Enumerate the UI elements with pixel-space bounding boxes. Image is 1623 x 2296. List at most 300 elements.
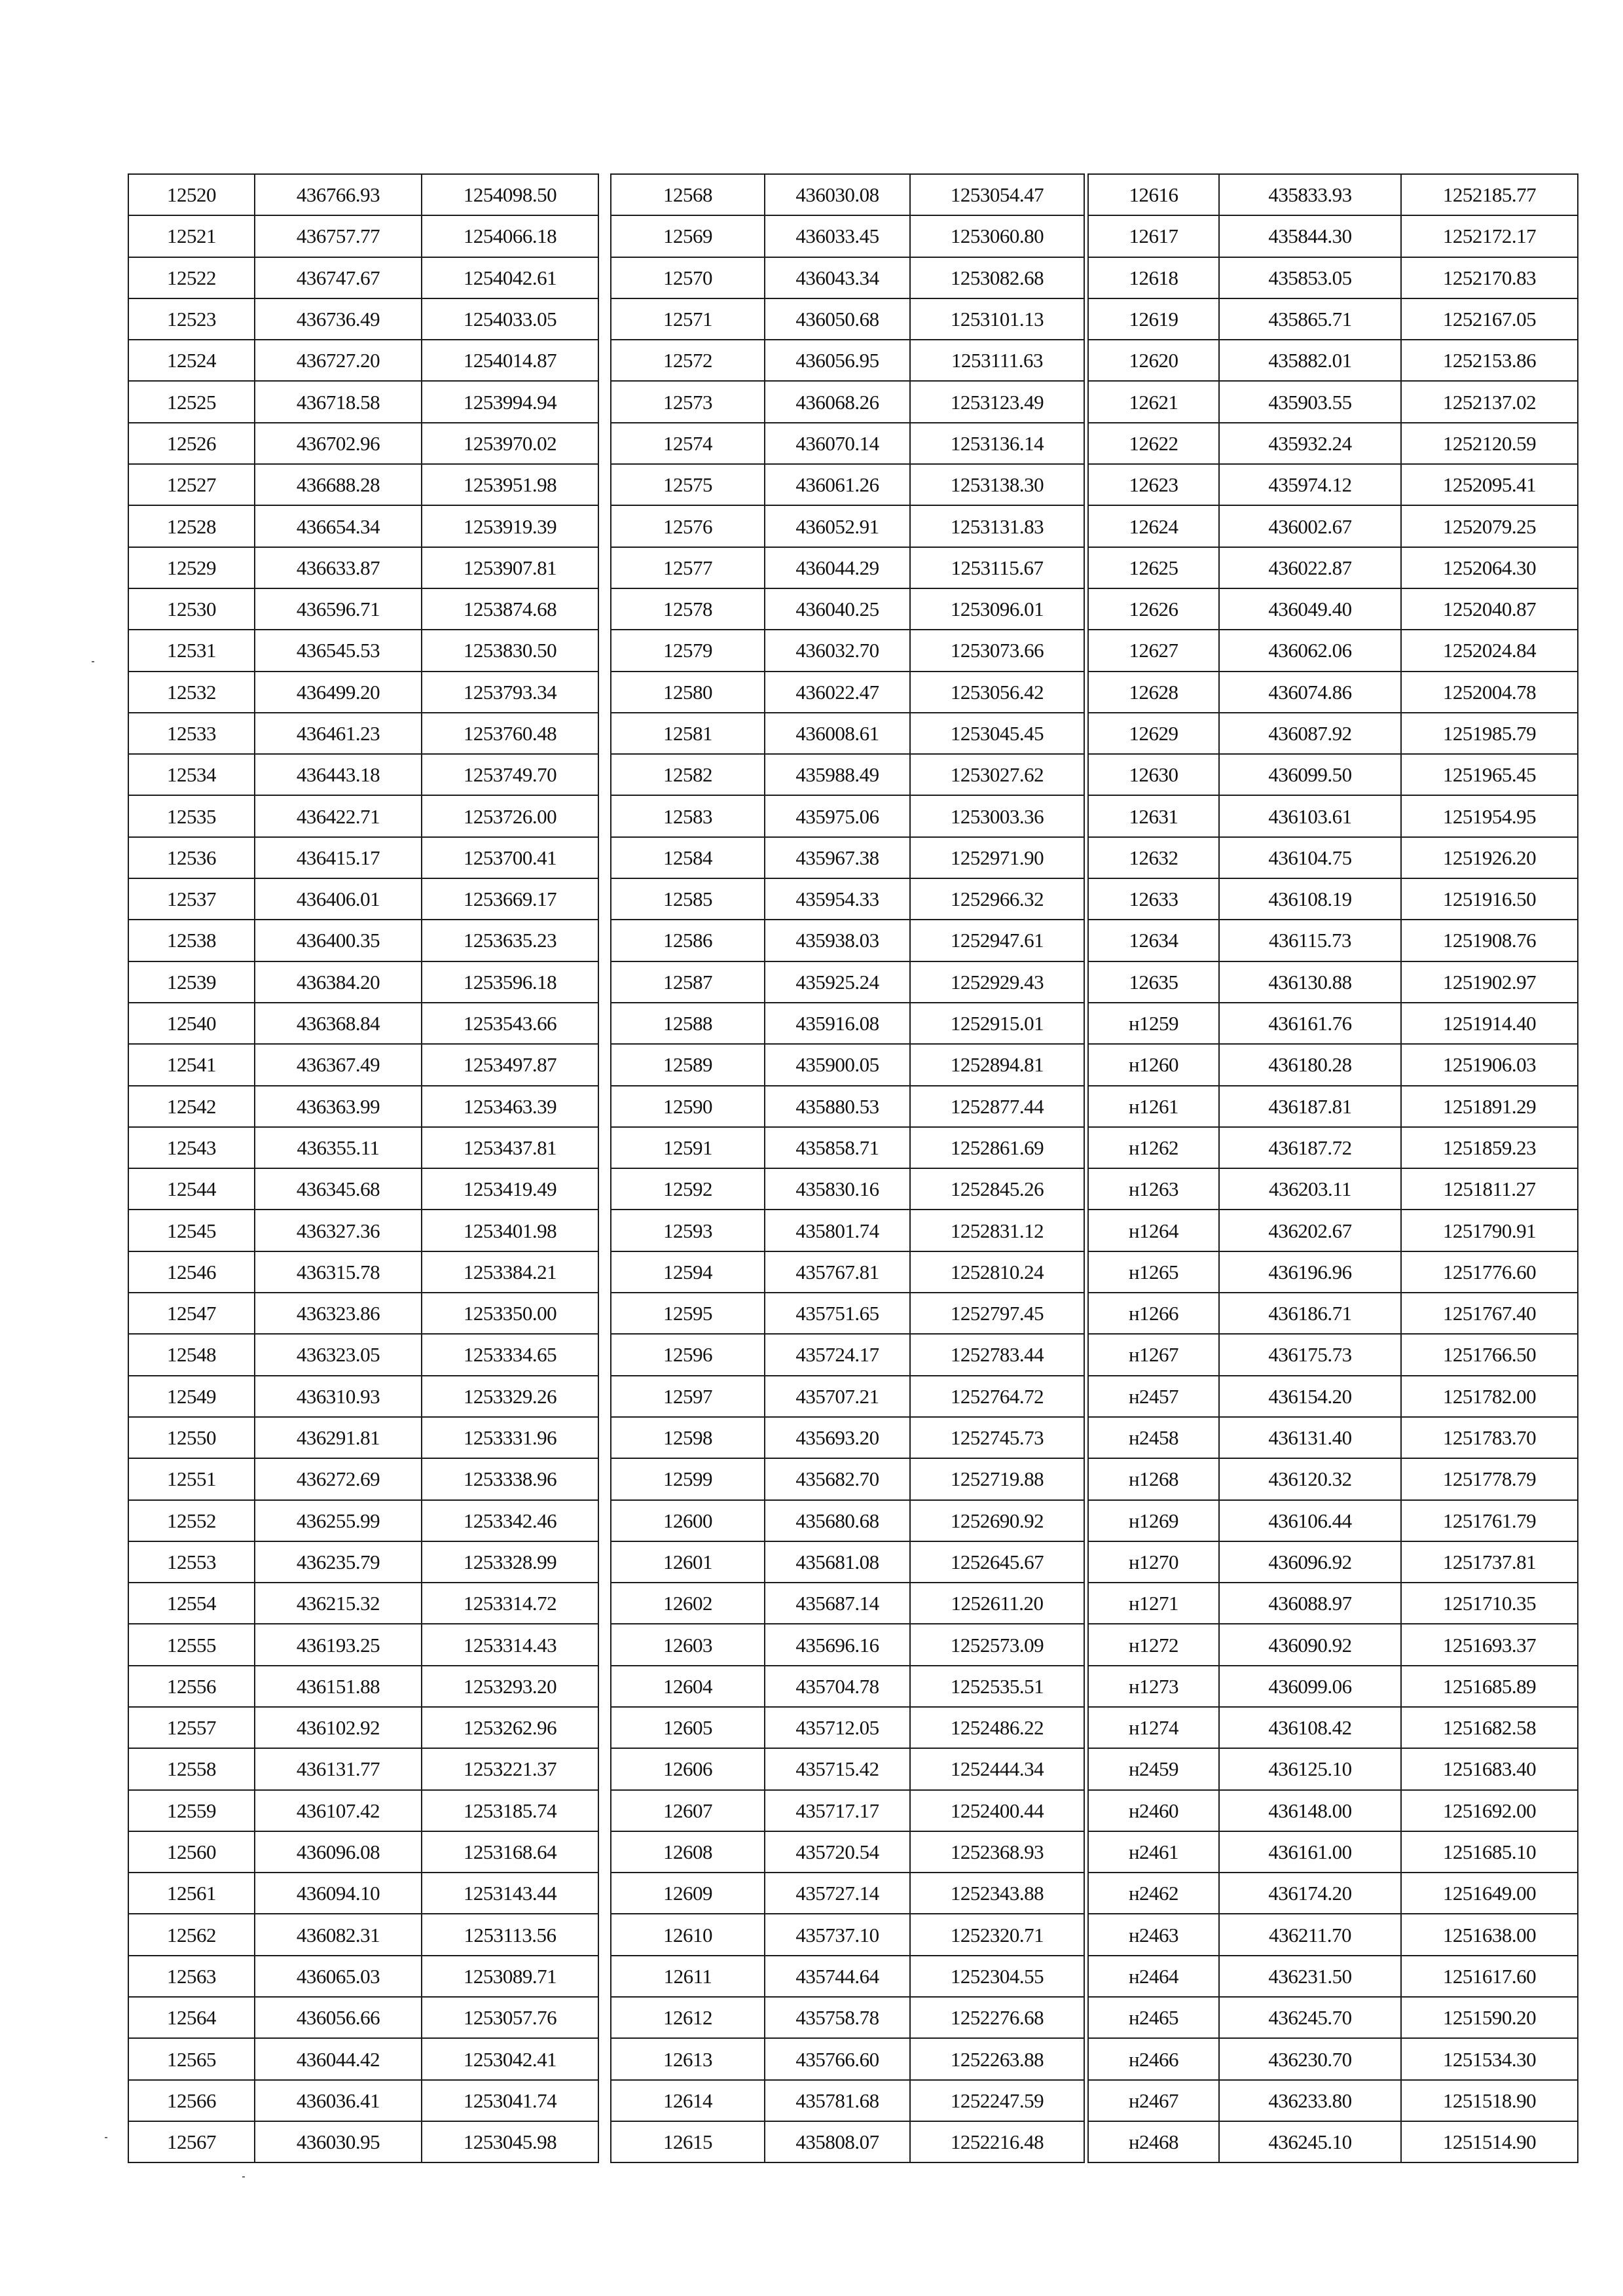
y-coordinate-cell: 1253419.49 bbox=[422, 1168, 598, 1210]
table-row bbox=[1088, 1624, 1578, 1665]
y-coordinate-cell: 1253497.87 bbox=[422, 1044, 598, 1085]
y-coordinate-cell: 1253543.66 bbox=[422, 1003, 598, 1044]
y-coordinate-cell: 1251617.60 bbox=[1401, 1956, 1578, 1997]
y-coordinate-cell: 1252783.44 bbox=[910, 1334, 1084, 1375]
point-number-cell: 12623 bbox=[1088, 464, 1219, 505]
x-coordinate-cell: 436130.88 bbox=[1219, 961, 1401, 1003]
point-number-cell: н1262 bbox=[1088, 1127, 1219, 1168]
point-number-cell: 12573 bbox=[611, 381, 765, 422]
y-coordinate-cell: 1252444.34 bbox=[910, 1748, 1084, 1789]
y-coordinate-cell: 1254098.50 bbox=[422, 174, 598, 215]
x-coordinate-cell: 436757.77 bbox=[255, 215, 422, 257]
x-coordinate-cell: 435954.33 bbox=[765, 878, 910, 920]
point-number-cell: 12591 bbox=[611, 1127, 765, 1168]
point-number-cell: 12608 bbox=[611, 1831, 765, 1873]
table-row bbox=[1088, 298, 1578, 340]
y-coordinate-cell: 1253331.96 bbox=[422, 1417, 598, 1458]
x-coordinate-cell: 436161.76 bbox=[1219, 1003, 1401, 1044]
table-row bbox=[611, 1707, 1084, 1748]
table-row bbox=[128, 1914, 598, 1955]
y-coordinate-cell: 1253045.98 bbox=[422, 2121, 598, 2162]
x-coordinate-cell: 436174.20 bbox=[1219, 1873, 1401, 1914]
point-number-cell: н2468 bbox=[1088, 2121, 1219, 2162]
y-coordinate-cell: 1252845.26 bbox=[910, 1168, 1084, 1210]
table-row bbox=[128, 1831, 598, 1873]
y-coordinate-cell: 1252185.77 bbox=[1401, 174, 1578, 215]
table-row bbox=[611, 1500, 1084, 1541]
point-number-cell: 12546 bbox=[128, 1251, 255, 1293]
y-coordinate-cell: 1252719.88 bbox=[910, 1458, 1084, 1499]
point-number-cell: 12544 bbox=[128, 1168, 255, 1210]
x-coordinate-cell: 436327.36 bbox=[255, 1210, 422, 1251]
table-row bbox=[611, 1624, 1084, 1665]
point-number-cell: 12634 bbox=[1088, 920, 1219, 961]
y-coordinate-cell: 1251985.79 bbox=[1401, 713, 1578, 754]
point-number-cell: 12531 bbox=[128, 630, 255, 671]
y-coordinate-cell: 1253293.20 bbox=[422, 1666, 598, 1707]
point-number-cell: 12537 bbox=[128, 878, 255, 920]
point-number-cell: 12605 bbox=[611, 1707, 765, 1748]
y-coordinate-cell: 1251891.29 bbox=[1401, 1086, 1578, 1127]
y-coordinate-cell: 1253793.34 bbox=[422, 672, 598, 713]
table-row bbox=[1088, 547, 1578, 588]
table-row bbox=[611, 1251, 1084, 1293]
x-coordinate-cell: 436461.23 bbox=[255, 713, 422, 754]
point-number-cell: н1267 bbox=[1088, 1334, 1219, 1375]
table-row bbox=[1088, 961, 1578, 1003]
table-row bbox=[611, 174, 1084, 215]
table-row bbox=[611, 1044, 1084, 1085]
x-coordinate-cell: 435682.70 bbox=[765, 1458, 910, 1499]
x-coordinate-cell: 435687.14 bbox=[765, 1583, 910, 1624]
table-row bbox=[1088, 795, 1578, 836]
y-coordinate-cell: 1252137.02 bbox=[1401, 381, 1578, 422]
coordinates-table-block-2 bbox=[610, 173, 1085, 2163]
point-number-cell: 12572 bbox=[611, 340, 765, 381]
table-row bbox=[1088, 1376, 1578, 1417]
y-coordinate-cell: 1251638.00 bbox=[1401, 1914, 1578, 1955]
table-row bbox=[128, 1127, 598, 1168]
y-coordinate-cell: 1252535.51 bbox=[910, 1666, 1084, 1707]
point-number-cell: 12571 bbox=[611, 298, 765, 340]
table-row bbox=[128, 215, 598, 257]
point-number-cell: 12614 bbox=[611, 2080, 765, 2121]
x-coordinate-cell: 436718.58 bbox=[255, 381, 422, 422]
x-coordinate-cell: 435830.16 bbox=[765, 1168, 910, 1210]
y-coordinate-cell: 1251737.81 bbox=[1401, 1541, 1578, 1583]
point-number-cell: 12574 bbox=[611, 423, 765, 464]
point-number-cell: 12607 bbox=[611, 1790, 765, 1831]
table-row bbox=[611, 2038, 1084, 2079]
y-coordinate-cell: 1252153.86 bbox=[1401, 340, 1578, 381]
table-row bbox=[611, 878, 1084, 920]
x-coordinate-cell: 436062.06 bbox=[1219, 630, 1401, 671]
table-row bbox=[1088, 1044, 1578, 1085]
table-row bbox=[611, 1458, 1084, 1499]
y-coordinate-cell: 1253136.14 bbox=[910, 423, 1084, 464]
x-coordinate-cell: 436175.73 bbox=[1219, 1334, 1401, 1375]
x-coordinate-cell: 436056.95 bbox=[765, 340, 910, 381]
y-coordinate-cell: 1253830.50 bbox=[422, 630, 598, 671]
y-coordinate-cell: 1253131.83 bbox=[910, 505, 1084, 547]
point-number-cell: 12589 bbox=[611, 1044, 765, 1085]
x-coordinate-cell: 436096.92 bbox=[1219, 1541, 1401, 1583]
x-coordinate-cell: 436235.79 bbox=[255, 1541, 422, 1583]
table-row bbox=[1088, 174, 1578, 215]
y-coordinate-cell: 1251649.00 bbox=[1401, 1873, 1578, 1914]
y-coordinate-cell: 1251776.60 bbox=[1401, 1251, 1578, 1293]
table-row bbox=[128, 1541, 598, 1583]
y-coordinate-cell: 1252877.44 bbox=[910, 1086, 1084, 1127]
point-number-cell: 12528 bbox=[128, 505, 255, 547]
y-coordinate-cell: 1252764.72 bbox=[910, 1376, 1084, 1417]
point-number-cell: 12590 bbox=[611, 1086, 765, 1127]
y-coordinate-cell: 1253749.70 bbox=[422, 754, 598, 795]
y-coordinate-cell: 1252573.09 bbox=[910, 1624, 1084, 1665]
y-coordinate-cell: 1251590.20 bbox=[1401, 1997, 1578, 2038]
x-coordinate-cell: 436049.40 bbox=[1219, 588, 1401, 630]
y-coordinate-cell: 1253401.98 bbox=[422, 1210, 598, 1251]
y-coordinate-cell: 1251859.23 bbox=[1401, 1127, 1578, 1168]
table-row bbox=[1088, 1417, 1578, 1458]
point-number-cell: 12617 bbox=[1088, 215, 1219, 257]
table-row bbox=[611, 795, 1084, 836]
x-coordinate-cell: 436044.29 bbox=[765, 547, 910, 588]
y-coordinate-cell: 1253221.37 bbox=[422, 1748, 598, 1789]
table-row bbox=[611, 298, 1084, 340]
scan-speck bbox=[92, 661, 94, 662]
point-number-cell: н1274 bbox=[1088, 1707, 1219, 1748]
y-coordinate-cell: 1252894.81 bbox=[910, 1044, 1084, 1085]
table-row bbox=[128, 795, 598, 836]
x-coordinate-cell: 436022.87 bbox=[1219, 547, 1401, 588]
point-number-cell: 12624 bbox=[1088, 505, 1219, 547]
table-row bbox=[611, 1334, 1084, 1375]
table-row bbox=[611, 1168, 1084, 1210]
point-number-cell: 12520 bbox=[128, 174, 255, 215]
y-coordinate-cell: 1253027.62 bbox=[910, 754, 1084, 795]
table-row bbox=[1088, 672, 1578, 713]
y-coordinate-cell: 1252095.41 bbox=[1401, 464, 1578, 505]
x-coordinate-cell: 436074.86 bbox=[1219, 672, 1401, 713]
point-number-cell: н2462 bbox=[1088, 1873, 1219, 1914]
x-coordinate-cell: 436131.77 bbox=[255, 1748, 422, 1789]
y-coordinate-cell: 1253138.30 bbox=[910, 464, 1084, 505]
y-coordinate-cell: 1251926.20 bbox=[1401, 837, 1578, 878]
y-coordinate-cell: 1253384.21 bbox=[422, 1251, 598, 1293]
table-row bbox=[611, 1541, 1084, 1583]
point-number-cell: 12566 bbox=[128, 2080, 255, 2121]
point-number-cell: 12554 bbox=[128, 1583, 255, 1624]
point-number-cell: 12593 bbox=[611, 1210, 765, 1251]
coordinates-table-block-1 bbox=[128, 173, 599, 2163]
point-number-cell: 12610 bbox=[611, 1914, 765, 1955]
point-number-cell: 12569 bbox=[611, 215, 765, 257]
y-coordinate-cell: 1252263.88 bbox=[910, 2038, 1084, 2079]
table-row bbox=[128, 1210, 598, 1251]
table-row bbox=[128, 1003, 598, 1044]
point-number-cell: 12552 bbox=[128, 1500, 255, 1541]
x-coordinate-cell: 436044.42 bbox=[255, 2038, 422, 2079]
y-coordinate-cell: 1253994.94 bbox=[422, 381, 598, 422]
table-row bbox=[611, 1666, 1084, 1707]
y-coordinate-cell: 1254066.18 bbox=[422, 215, 598, 257]
table-row bbox=[611, 257, 1084, 298]
point-number-cell: 12580 bbox=[611, 672, 765, 713]
y-coordinate-cell: 1253073.66 bbox=[910, 630, 1084, 671]
y-coordinate-cell: 1251710.35 bbox=[1401, 1583, 1578, 1624]
y-coordinate-cell: 1251954.95 bbox=[1401, 795, 1578, 836]
point-number-cell: н1273 bbox=[1088, 1666, 1219, 1707]
x-coordinate-cell: 436633.87 bbox=[255, 547, 422, 588]
x-coordinate-cell: 436315.78 bbox=[255, 1251, 422, 1293]
point-number-cell: 12526 bbox=[128, 423, 255, 464]
table-row bbox=[128, 1873, 598, 1914]
x-coordinate-cell: 436736.49 bbox=[255, 298, 422, 340]
point-number-cell: 12549 bbox=[128, 1376, 255, 1417]
point-number-cell: 12560 bbox=[128, 1831, 255, 1873]
x-coordinate-cell: 435858.71 bbox=[765, 1127, 910, 1168]
y-coordinate-cell: 1253089.71 bbox=[422, 1956, 598, 1997]
y-coordinate-cell: 1253185.74 bbox=[422, 1790, 598, 1831]
y-coordinate-cell: 1251908.76 bbox=[1401, 920, 1578, 961]
x-coordinate-cell: 435844.30 bbox=[1219, 215, 1401, 257]
y-coordinate-cell: 1252172.17 bbox=[1401, 215, 1578, 257]
x-coordinate-cell: 436186.71 bbox=[1219, 1293, 1401, 1334]
point-number-cell: 12592 bbox=[611, 1168, 765, 1210]
x-coordinate-cell: 436255.99 bbox=[255, 1500, 422, 1541]
point-number-cell: 12523 bbox=[128, 298, 255, 340]
point-number-cell: 12525 bbox=[128, 381, 255, 422]
point-number-cell: 12579 bbox=[611, 630, 765, 671]
point-number-cell: 12534 bbox=[128, 754, 255, 795]
point-number-cell: н2458 bbox=[1088, 1417, 1219, 1458]
point-number-cell: 12632 bbox=[1088, 837, 1219, 878]
table-row bbox=[128, 2080, 598, 2121]
table-row bbox=[1088, 754, 1578, 795]
table-row bbox=[128, 174, 598, 215]
point-number-cell: 12603 bbox=[611, 1624, 765, 1665]
y-coordinate-cell: 1253970.02 bbox=[422, 423, 598, 464]
x-coordinate-cell: 436151.88 bbox=[255, 1666, 422, 1707]
x-coordinate-cell: 436094.10 bbox=[255, 1873, 422, 1914]
point-number-cell: 12616 bbox=[1088, 174, 1219, 215]
x-coordinate-cell: 436215.32 bbox=[255, 1583, 422, 1624]
y-coordinate-cell: 1251902.97 bbox=[1401, 961, 1578, 1003]
point-number-cell: н1269 bbox=[1088, 1500, 1219, 1541]
y-coordinate-cell: 1253350.00 bbox=[422, 1293, 598, 1334]
point-number-cell: 12522 bbox=[128, 257, 255, 298]
point-number-cell: 12577 bbox=[611, 547, 765, 588]
x-coordinate-cell: 436384.20 bbox=[255, 961, 422, 1003]
table-row bbox=[1088, 257, 1578, 298]
point-number-cell: 12539 bbox=[128, 961, 255, 1003]
point-number-cell: 12585 bbox=[611, 878, 765, 920]
table-row bbox=[128, 713, 598, 754]
point-number-cell: 12521 bbox=[128, 215, 255, 257]
table-row bbox=[128, 298, 598, 340]
point-number-cell: 12596 bbox=[611, 1334, 765, 1375]
x-coordinate-cell: 436230.70 bbox=[1219, 2038, 1401, 2079]
y-coordinate-cell: 1251685.10 bbox=[1401, 1831, 1578, 1873]
point-number-cell: н2465 bbox=[1088, 1997, 1219, 2038]
x-coordinate-cell: 436120.32 bbox=[1219, 1458, 1401, 1499]
y-coordinate-cell: 1251692.00 bbox=[1401, 1790, 1578, 1831]
x-coordinate-cell: 435715.42 bbox=[765, 1748, 910, 1789]
x-coordinate-cell: 436099.50 bbox=[1219, 754, 1401, 795]
y-coordinate-cell: 1252745.73 bbox=[910, 1417, 1084, 1458]
point-number-cell: 12559 bbox=[128, 1790, 255, 1831]
table-row bbox=[1088, 1541, 1578, 1583]
table-row bbox=[1088, 2080, 1578, 2121]
point-number-cell: 12613 bbox=[611, 2038, 765, 2079]
table-row bbox=[128, 505, 598, 547]
table-row bbox=[1088, 1997, 1578, 2038]
point-number-cell: 12594 bbox=[611, 1251, 765, 1293]
table-row bbox=[1088, 1210, 1578, 1251]
y-coordinate-cell: 1252810.24 bbox=[910, 1251, 1084, 1293]
y-coordinate-cell: 1253096.01 bbox=[910, 588, 1084, 630]
table-row bbox=[128, 1334, 598, 1375]
point-number-cell: н1261 bbox=[1088, 1086, 1219, 1127]
x-coordinate-cell: 436065.03 bbox=[255, 1956, 422, 1997]
point-number-cell: 12545 bbox=[128, 1210, 255, 1251]
x-coordinate-cell: 435693.20 bbox=[765, 1417, 910, 1458]
x-coordinate-cell: 436203.11 bbox=[1219, 1168, 1401, 1210]
y-coordinate-cell: 1251916.50 bbox=[1401, 878, 1578, 920]
point-number-cell: 12530 bbox=[128, 588, 255, 630]
point-number-cell: 12604 bbox=[611, 1666, 765, 1707]
table-row bbox=[1088, 1458, 1578, 1499]
table-row bbox=[1088, 920, 1578, 961]
y-coordinate-cell: 1253111.63 bbox=[910, 340, 1084, 381]
point-number-cell: н2467 bbox=[1088, 2080, 1219, 2121]
table-row bbox=[611, 1086, 1084, 1127]
table-row bbox=[611, 672, 1084, 713]
y-coordinate-cell: 1251906.03 bbox=[1401, 1044, 1578, 1085]
x-coordinate-cell: 435767.81 bbox=[765, 1251, 910, 1293]
x-coordinate-cell: 436022.47 bbox=[765, 672, 910, 713]
y-coordinate-cell: 1253045.45 bbox=[910, 713, 1084, 754]
table-row bbox=[1088, 1707, 1578, 1748]
x-coordinate-cell: 435724.17 bbox=[765, 1334, 910, 1375]
point-number-cell: 12601 bbox=[611, 1541, 765, 1583]
x-coordinate-cell: 436231.50 bbox=[1219, 1956, 1401, 1997]
y-coordinate-cell: 1253056.42 bbox=[910, 672, 1084, 713]
point-number-cell: 12562 bbox=[128, 1914, 255, 1955]
point-number-cell: 12527 bbox=[128, 464, 255, 505]
point-number-cell: н1264 bbox=[1088, 1210, 1219, 1251]
point-number-cell: н1271 bbox=[1088, 1583, 1219, 1624]
y-coordinate-cell: 1252170.83 bbox=[1401, 257, 1578, 298]
point-number-cell: 12575 bbox=[611, 464, 765, 505]
point-number-cell: 12555 bbox=[128, 1624, 255, 1665]
y-coordinate-cell: 1252861.69 bbox=[910, 1127, 1084, 1168]
x-coordinate-cell: 436187.81 bbox=[1219, 1086, 1401, 1127]
y-coordinate-cell: 1251778.79 bbox=[1401, 1458, 1578, 1499]
point-number-cell: 12619 bbox=[1088, 298, 1219, 340]
table-row bbox=[128, 1624, 598, 1665]
point-number-cell: 12557 bbox=[128, 1707, 255, 1748]
y-coordinate-cell: 1251514.90 bbox=[1401, 2121, 1578, 2162]
x-coordinate-cell: 436180.28 bbox=[1219, 1044, 1401, 1085]
table-row bbox=[1088, 1748, 1578, 1789]
x-coordinate-cell: 436202.67 bbox=[1219, 1210, 1401, 1251]
y-coordinate-cell: 1253874.68 bbox=[422, 588, 598, 630]
y-coordinate-cell: 1253635.23 bbox=[422, 920, 598, 961]
x-coordinate-cell: 435833.93 bbox=[1219, 174, 1401, 215]
table-row bbox=[1088, 1666, 1578, 1707]
point-number-cell: 12547 bbox=[128, 1293, 255, 1334]
x-coordinate-cell: 435925.24 bbox=[765, 961, 910, 1003]
point-number-cell: 12595 bbox=[611, 1293, 765, 1334]
table-row bbox=[611, 713, 1084, 754]
y-coordinate-cell: 1252611.20 bbox=[910, 1583, 1084, 1624]
y-coordinate-cell: 1252040.87 bbox=[1401, 588, 1578, 630]
table-row bbox=[128, 878, 598, 920]
x-coordinate-cell: 435751.65 bbox=[765, 1293, 910, 1334]
table-row bbox=[611, 547, 1084, 588]
x-coordinate-cell: 435903.55 bbox=[1219, 381, 1401, 422]
table-row bbox=[611, 837, 1084, 878]
x-coordinate-cell: 435865.71 bbox=[1219, 298, 1401, 340]
x-coordinate-cell: 436323.05 bbox=[255, 1334, 422, 1375]
table-row bbox=[611, 464, 1084, 505]
y-coordinate-cell: 1251766.50 bbox=[1401, 1334, 1578, 1375]
point-number-cell: 12524 bbox=[128, 340, 255, 381]
x-coordinate-cell: 436030.08 bbox=[765, 174, 910, 215]
x-coordinate-cell: 436115.73 bbox=[1219, 920, 1401, 961]
point-number-cell: 12538 bbox=[128, 920, 255, 961]
x-coordinate-cell: 436131.40 bbox=[1219, 1417, 1401, 1458]
y-coordinate-cell: 1253003.36 bbox=[910, 795, 1084, 836]
point-number-cell: 12576 bbox=[611, 505, 765, 547]
x-coordinate-cell: 436766.93 bbox=[255, 174, 422, 215]
y-coordinate-cell: 1253123.49 bbox=[910, 381, 1084, 422]
y-coordinate-cell: 1252320.71 bbox=[910, 1914, 1084, 1955]
y-coordinate-cell: 1253113.56 bbox=[422, 1914, 598, 1955]
y-coordinate-cell: 1253760.48 bbox=[422, 713, 598, 754]
x-coordinate-cell: 436090.92 bbox=[1219, 1624, 1401, 1665]
y-coordinate-cell: 1252947.61 bbox=[910, 920, 1084, 961]
point-number-cell: 12612 bbox=[611, 1997, 765, 2038]
point-number-cell: 12540 bbox=[128, 1003, 255, 1044]
table-row bbox=[128, 1997, 598, 2038]
y-coordinate-cell: 1253951.98 bbox=[422, 464, 598, 505]
point-number-cell: 12618 bbox=[1088, 257, 1219, 298]
table-row bbox=[1088, 878, 1578, 920]
x-coordinate-cell: 436415.17 bbox=[255, 837, 422, 878]
table-row bbox=[611, 1831, 1084, 1873]
point-number-cell: 12581 bbox=[611, 713, 765, 754]
x-coordinate-cell: 436161.00 bbox=[1219, 1831, 1401, 1873]
point-number-cell: 12628 bbox=[1088, 672, 1219, 713]
table-row bbox=[128, 672, 598, 713]
x-coordinate-cell: 435900.05 bbox=[765, 1044, 910, 1085]
table-row bbox=[611, 754, 1084, 795]
table-row bbox=[1088, 1293, 1578, 1334]
x-coordinate-cell: 436654.34 bbox=[255, 505, 422, 547]
y-coordinate-cell: 1251790.91 bbox=[1401, 1210, 1578, 1251]
point-number-cell: 12635 bbox=[1088, 961, 1219, 1003]
y-coordinate-cell: 1253919.39 bbox=[422, 505, 598, 547]
table-row bbox=[1088, 1790, 1578, 1831]
table-row bbox=[128, 630, 598, 671]
point-number-cell: 12565 bbox=[128, 2038, 255, 2079]
table-row bbox=[611, 588, 1084, 630]
x-coordinate-cell: 436154.20 bbox=[1219, 1376, 1401, 1417]
table-row bbox=[1088, 1873, 1578, 1914]
